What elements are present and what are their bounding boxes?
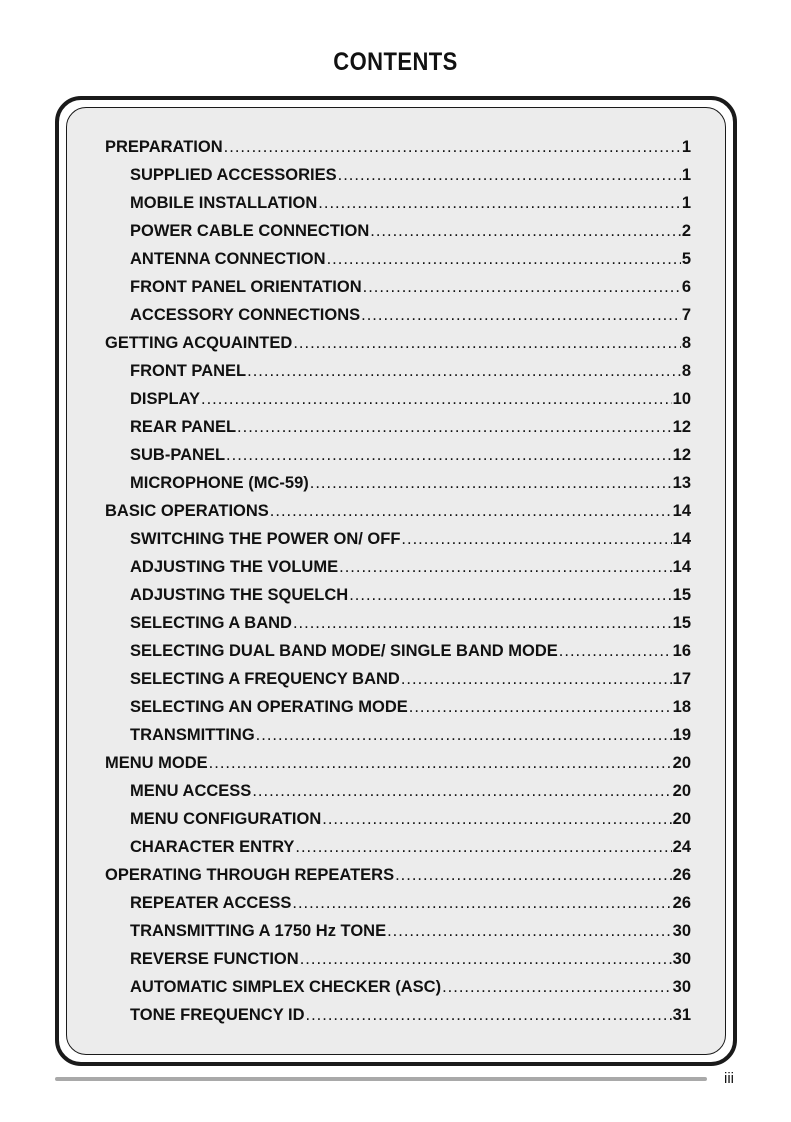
toc-subsection-entry[interactable] <box>105 1006 691 1034</box>
toc-subsection-entry[interactable] <box>105 558 691 586</box>
footer-rule <box>55 1077 707 1081</box>
toc-section-entry[interactable] <box>105 866 691 894</box>
toc-subsection-entry[interactable] <box>105 922 691 950</box>
toc-section-entry[interactable] <box>105 502 691 530</box>
toc-subsection-entry[interactable] <box>105 362 691 390</box>
toc-entry-label: BASIC OPERATIONS <box>105 502 269 520</box>
toc-entry-page: 16 <box>672 642 691 660</box>
toc-entry-label: SELECTING DUAL BAND MODE/ SINGLE BAND MODE <box>130 642 558 660</box>
toc-entry-label: SELECTING A BAND <box>130 614 292 632</box>
toc-entry-page: 30 <box>672 950 691 968</box>
toc-subsection-entry[interactable] <box>105 978 691 1006</box>
toc-subsection-entry[interactable] <box>105 838 691 866</box>
toc-leader-dots <box>409 698 672 717</box>
toc-entry-label: SUPPLIED ACCESSORIES <box>130 166 337 184</box>
toc-leader-dots <box>318 194 681 213</box>
toc-leader-dots <box>401 670 672 689</box>
toc-entry-page: 30 <box>672 922 691 940</box>
toc-leader-dots <box>370 222 681 241</box>
toc-subsection-entry[interactable] <box>105 418 691 446</box>
toc-leader-dots <box>201 390 672 409</box>
toc-subsection-entry[interactable] <box>105 530 691 558</box>
toc-leader-dots <box>270 502 672 521</box>
toc-leader-dots <box>252 782 671 801</box>
page-number: iii <box>724 1070 734 1087</box>
toc-entry-label: MICROPHONE (MC-59) <box>130 474 309 492</box>
toc-subsection-entry[interactable] <box>105 698 691 726</box>
toc-subsection-entry[interactable] <box>105 586 691 614</box>
toc-subsection-entry[interactable] <box>105 446 691 474</box>
toc-entry-label: CHARACTER ENTRY <box>130 838 295 856</box>
toc-subsection-entry[interactable] <box>105 278 691 306</box>
toc-leader-dots <box>322 810 671 829</box>
toc-entry-page: 1 <box>681 194 691 212</box>
toc-entry-page: 20 <box>672 782 691 800</box>
toc-subsection-entry[interactable] <box>105 810 691 838</box>
toc-entry-label: AUTOMATIC SIMPLEX CHECKER (ASC) <box>130 978 442 996</box>
toc-entry-page: 30 <box>672 978 691 996</box>
toc-subsection-entry[interactable] <box>105 390 691 418</box>
toc-subsection-entry[interactable] <box>105 306 691 334</box>
toc-entry-page: 15 <box>672 586 691 604</box>
toc-subsection-entry[interactable] <box>105 670 691 698</box>
toc-leader-dots <box>247 362 681 381</box>
toc-entry-label: ADJUSTING THE VOLUME <box>130 558 339 576</box>
toc-entry-page: 6 <box>681 278 691 296</box>
toc-entry-page: 10 <box>672 390 691 408</box>
toc-leader-dots <box>442 978 672 997</box>
toc-entry-page: 18 <box>672 698 691 716</box>
table-of-contents <box>105 138 691 1034</box>
toc-leader-dots <box>401 530 671 549</box>
toc-entry-label: SELECTING A FREQUENCY BAND <box>130 670 400 688</box>
toc-subsection-entry[interactable] <box>105 614 691 642</box>
toc-leader-dots <box>395 866 672 885</box>
toc-entry-page: 26 <box>672 866 691 884</box>
toc-entry-page: 24 <box>672 838 691 856</box>
toc-entry-label: GETTING ACQUAINTED <box>105 334 293 352</box>
toc-entry-page: 13 <box>672 474 691 492</box>
toc-entry-page: 26 <box>672 894 691 912</box>
toc-subsection-entry[interactable] <box>105 474 691 502</box>
toc-leader-dots <box>339 558 672 577</box>
toc-section-entry[interactable] <box>105 334 691 362</box>
toc-section-entry[interactable] <box>105 138 691 166</box>
toc-entry-label: MOBILE INSTALLATION <box>130 194 318 212</box>
toc-entry-page: 14 <box>672 530 691 548</box>
toc-subsection-entry[interactable] <box>105 222 691 250</box>
toc-entry-label: SELECTING AN OPERATING MODE <box>130 698 408 716</box>
toc-leader-dots <box>224 138 681 157</box>
toc-leader-dots <box>387 922 672 941</box>
toc-subsection-entry[interactable] <box>105 950 691 978</box>
toc-entry-label: SUB-PANEL <box>130 446 226 464</box>
toc-entry-label: FRONT PANEL <box>130 362 247 380</box>
toc-leader-dots <box>559 642 672 661</box>
toc-leader-dots <box>209 754 672 773</box>
toc-entry-label: SWITCHING THE POWER ON/ OFF <box>130 530 401 548</box>
toc-subsection-entry[interactable] <box>105 250 691 278</box>
page-title: CONTENTS <box>333 48 458 76</box>
toc-leader-dots <box>363 278 681 297</box>
toc-leader-dots <box>306 1006 672 1025</box>
toc-leader-dots <box>327 250 681 269</box>
toc-entry-page: 12 <box>672 446 691 464</box>
toc-entry-page: 8 <box>681 362 691 380</box>
toc-entry-label: MENU ACCESS <box>130 782 252 800</box>
toc-entry-label: TRANSMITTING A 1750 Hz TONE <box>130 922 387 940</box>
toc-leader-dots <box>256 726 672 745</box>
toc-entry-label: ADJUSTING THE SQUELCH <box>130 586 349 604</box>
toc-leader-dots <box>349 586 671 605</box>
toc-subsection-entry[interactable] <box>105 642 691 670</box>
toc-entry-label: REAR PANEL <box>130 418 237 436</box>
toc-entry-label: OPERATING THROUGH REPEATERS <box>105 866 395 884</box>
toc-entry-page: 14 <box>672 558 691 576</box>
toc-entry-page: 15 <box>672 614 691 632</box>
toc-entry-page: 31 <box>672 1006 691 1024</box>
toc-leader-dots <box>361 306 681 325</box>
toc-entry-page: 20 <box>672 754 691 772</box>
toc-subsection-entry[interactable] <box>105 894 691 922</box>
toc-leader-dots <box>310 474 672 493</box>
toc-subsection-entry[interactable] <box>105 726 691 754</box>
toc-entry-label: TRANSMITTING <box>130 726 255 744</box>
toc-entry-label: REPEATER ACCESS <box>130 894 292 912</box>
toc-entry-page: 5 <box>681 250 691 268</box>
toc-entry-label: FRONT PANEL ORIENTATION <box>130 278 362 296</box>
toc-entry-label: POWER CABLE CONNECTION <box>130 222 370 240</box>
toc-entry-label: DISPLAY <box>130 390 200 408</box>
toc-entry-label: ACCESSORY CONNECTIONS <box>130 306 361 324</box>
toc-subsection-entry[interactable] <box>105 166 691 194</box>
toc-leader-dots <box>300 950 672 969</box>
toc-entry-page: 2 <box>681 222 691 240</box>
toc-entry-page: 1 <box>681 166 691 184</box>
toc-entry-page: 12 <box>672 418 691 436</box>
toc-entry-page: 8 <box>681 334 691 352</box>
toc-entry-page: 19 <box>672 726 691 744</box>
toc-section-entry[interactable] <box>105 754 691 782</box>
toc-leader-dots <box>293 334 681 353</box>
toc-entry-page: 17 <box>672 670 691 688</box>
toc-entry-page: 1 <box>681 138 691 156</box>
toc-entry-label: ANTENNA CONNECTION <box>130 250 326 268</box>
toc-leader-dots <box>292 894 671 913</box>
toc-entry-page: 7 <box>681 306 691 324</box>
toc-entry-page: 20 <box>672 810 691 828</box>
toc-entry-page: 14 <box>672 502 691 520</box>
toc-leader-dots <box>293 614 672 633</box>
toc-entry-label: TONE FREQUENCY ID <box>130 1006 305 1024</box>
toc-leader-dots <box>295 838 671 857</box>
toc-entry-label: REVERSE FUNCTION <box>130 950 299 968</box>
toc-entry-label: MENU MODE <box>105 754 208 772</box>
toc-leader-dots <box>226 446 672 465</box>
toc-entry-label: MENU CONFIGURATION <box>130 810 322 828</box>
toc-subsection-entry[interactable] <box>105 782 691 810</box>
toc-subsection-entry[interactable] <box>105 194 691 222</box>
toc-leader-dots <box>338 166 681 185</box>
toc-entry-label: PREPARATION <box>105 138 223 156</box>
toc-leader-dots <box>237 418 672 437</box>
